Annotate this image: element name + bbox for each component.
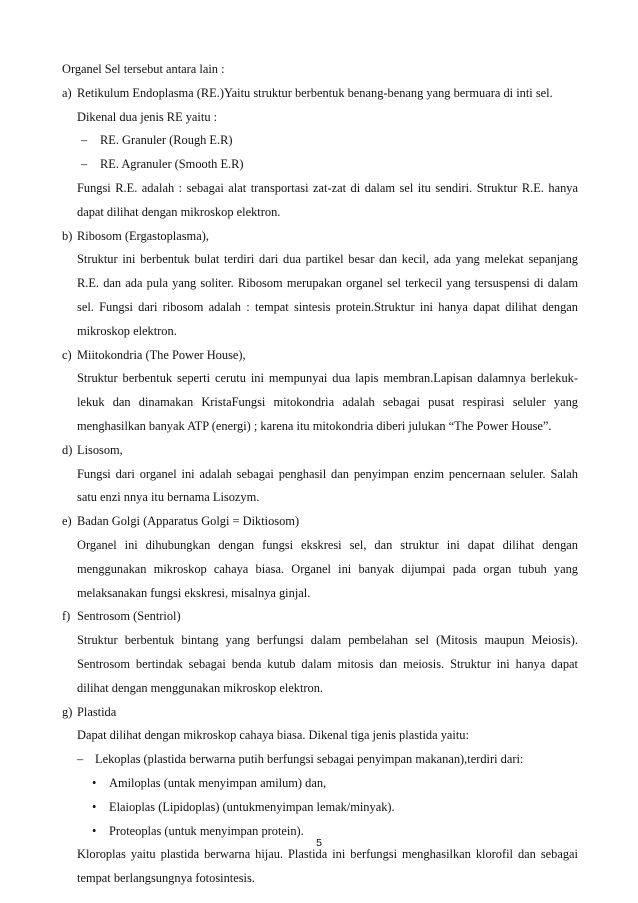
item-body: Fungsi R.E. adalah : sebagai alat transportasi zat-zat di dalam sel itu sendiri. Struktur R.E. hanya dapat dilihat dengan mikroskop elektron. xyxy=(77,180,578,219)
item-title: Ribosom (Ergastoplasma), xyxy=(77,228,209,243)
item-closing: Kloroplas yaitu plastida berwarna hijau. Plastida ini berfungsi menghasilkan klorofil dan sebagai tempat berlangsungnya fotosintesis. xyxy=(77,847,578,886)
dash-icon: – xyxy=(81,157,88,172)
lekoplas-text: Lekoplas (plastida berwarna putih berfungsi sebagai penyimpan makanan),terdiri dari: xyxy=(95,752,524,767)
page-number: 5 xyxy=(316,837,322,849)
list-item-text: Elaioplas (Lipidoplas) (untukmenyimpan lemak/minyak). xyxy=(109,799,395,814)
item-title: Miitokondria (The Power House), xyxy=(77,347,246,362)
intro-text: Organel Sel tersebut antara lain : xyxy=(62,62,225,76)
item-title: Retikulum Endoplasma (RE.)Yaitu struktur berbentuk benang-benang yang bermuara di inti sel. xyxy=(77,85,553,100)
list-item xyxy=(77,129,578,153)
item-marker: d) xyxy=(62,442,73,457)
item-title: Sentrosom (Sentriol) xyxy=(77,609,181,624)
item-body: Struktur berbentuk bintang yang berfungsi dalam pembelahan sel (Mitosis maupun Meiosis). Sentrosom bertindak sebagai benda kutub dalam mitosis dan meiosis. Struktur ini hanya dapat dilihat dengan menggunakan mikroskop elektron. xyxy=(77,633,578,695)
bullet-icon: • xyxy=(92,799,97,814)
item-body: Struktur berbentuk seperti cerutu ini mempunyai dua lapis membran.Lapisan dalamnya berlekuk-lekuk dan dinamakan KristaFungsi mitokondria adalah sebagai pusat respirasi seluler yang menghasilkan banyak ATP (energi) ; karena itu mitokondria diberi julukan “The Power House”. xyxy=(77,371,578,433)
item-marker: e) xyxy=(62,514,72,529)
re-type-list xyxy=(77,129,578,177)
item-body: Organel ini dihubungkan dengan fungsi ekskresi sel, dan struktur ini dapat dilihat dengan menggunakan mikroskop cahaya biasa. Organel ini banyak dijumpai pada organ tubuh yang melaksanakan fungsi ekskresi, misalnya ginjal. xyxy=(77,537,578,600)
bullet-icon: • xyxy=(92,775,97,790)
list-item-ribosom xyxy=(62,225,578,344)
lekoplas-type-list xyxy=(77,772,578,843)
item-marker: c) xyxy=(62,347,72,362)
list-item-text: RE. Agranuler (Smooth E.R) xyxy=(100,157,244,172)
list-item xyxy=(77,772,578,796)
item-title: Lisosom, xyxy=(77,442,123,457)
item-marker: b) xyxy=(62,228,73,243)
item-body: Fungsi dari organel ini adalah sebagai penghasil dan penyimpan enzim pencernaan seluler. Salah satu enzi nnya itu bernama Lisozym. xyxy=(77,466,578,505)
list-item xyxy=(77,153,578,177)
list-item-plastida xyxy=(62,701,578,891)
list-item-text: Proteoplas (untuk menyimpan protein). xyxy=(109,823,304,838)
list-item-text: Amiloplas (untak menyimpan amilum) dan, xyxy=(109,775,327,790)
dash-icon: – xyxy=(81,133,88,148)
item-title: Plastida xyxy=(77,704,117,719)
dash-icon: – xyxy=(77,752,84,767)
lekoplas-entry xyxy=(77,748,578,772)
list-item-retikulum xyxy=(62,82,578,225)
item-marker: a) xyxy=(62,85,72,100)
item-body: Struktur ini berbentuk bulat terdiri dari dua partikel besar dan kecil, ada yang melekat sepanjang R.E. dan ada pula yang soliter. Ribosom merupakan organel sel terkecil yang tersuspensi di dalam sel. Fungsi dari ribosom adalah : tempat sintesis protein.Struktur ini hanya dapat dilihat dengan mikroskop elektron. xyxy=(77,252,578,338)
list-item-badan-golgi xyxy=(62,510,578,605)
list-item-mitokondria xyxy=(62,344,578,439)
item-title: Badan Golgi (Apparatus Golgi = Diktiosom) xyxy=(77,514,300,529)
item-subtitle: Dikenal dua jenis RE yaitu : xyxy=(77,109,218,124)
list-item-sentrosom xyxy=(62,605,578,700)
list-item-lisosom xyxy=(62,439,578,510)
item-body: Dapat dilihat dengan mikroskop cahaya biasa. Dikenal tiga jenis plastida yaitu: xyxy=(77,728,469,743)
item-marker: f) xyxy=(62,609,71,624)
list-item xyxy=(77,796,578,820)
list-item-text: RE. Granuler (Rough E.R) xyxy=(100,133,233,148)
bullet-icon: • xyxy=(92,823,97,838)
document-content xyxy=(62,58,578,891)
item-marker: g) xyxy=(62,704,73,719)
